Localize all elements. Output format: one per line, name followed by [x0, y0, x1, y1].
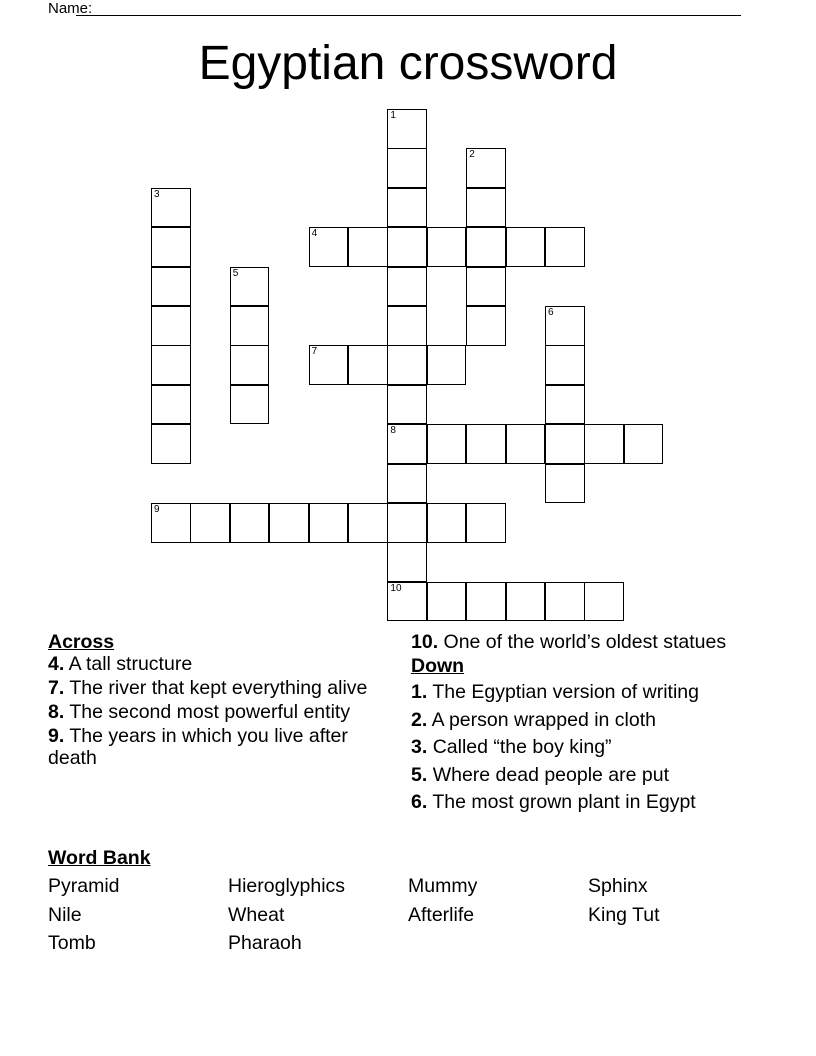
grid-cell[interactable] — [387, 503, 427, 543]
clue-text: A tall structure — [68, 653, 193, 675]
clue-number: 4. — [48, 653, 65, 675]
across-clue-8 — [48, 701, 378, 723]
grid-cell[interactable] — [387, 345, 427, 385]
clue-number: 10. — [411, 631, 439, 653]
grid-cell[interactable] — [545, 345, 585, 385]
grid-cell[interactable] — [466, 227, 506, 267]
grid-cell[interactable] — [427, 582, 467, 622]
down-clues — [411, 631, 771, 819]
grid-cell[interactable] — [151, 385, 191, 425]
grid-cell[interactable] — [427, 227, 467, 267]
down-clue-5 — [411, 764, 771, 786]
grid-cell[interactable] — [427, 345, 467, 385]
grid-cell[interactable] — [348, 503, 388, 543]
grid-cell[interactable] — [466, 267, 506, 307]
grid-cell[interactable] — [387, 109, 427, 149]
grid-cell[interactable] — [545, 227, 585, 267]
clue-number: 9. — [48, 725, 65, 747]
grid-cell[interactable] — [427, 503, 467, 543]
grid-cell[interactable] — [466, 582, 506, 622]
clue-number-label: 3 — [154, 188, 160, 200]
clue-number: 6. — [411, 791, 428, 813]
clue-number: 2. — [411, 708, 428, 731]
grid-cell[interactable] — [151, 345, 191, 385]
clue-text: The Egyptian version of writing — [432, 681, 699, 703]
grid-cell[interactable] — [387, 582, 427, 622]
grid-cell[interactable] — [151, 306, 191, 346]
grid-cell[interactable] — [506, 424, 546, 464]
down-clue-2 — [411, 709, 771, 731]
grid-cell[interactable] — [466, 188, 506, 228]
word-bank-item: Nile — [48, 904, 82, 926]
across-clue-7 — [48, 677, 378, 699]
grid-cell[interactable] — [545, 582, 585, 622]
grid-cell[interactable] — [466, 424, 506, 464]
word-bank-item: Pharaoh — [228, 932, 302, 954]
grid-cell[interactable] — [466, 503, 506, 543]
word-bank-item: Sphinx — [588, 875, 648, 897]
grid-cell[interactable] — [309, 503, 349, 543]
across-clues — [48, 631, 378, 771]
clue-text: Where dead people are put — [432, 763, 670, 786]
clue-number-label: 8 — [390, 425, 396, 437]
clue-number-label: 10 — [390, 582, 402, 594]
word-bank-item: Wheat — [228, 904, 285, 926]
grid-cell[interactable] — [506, 227, 546, 267]
word-bank-item: Pyramid — [48, 875, 120, 897]
clue-number-label: 6 — [548, 307, 554, 318]
down-heading: Down — [411, 655, 465, 677]
word-bank-item: Tomb — [48, 932, 96, 954]
grid-cell[interactable] — [387, 385, 427, 425]
grid-cell[interactable] — [309, 345, 349, 385]
grid-cell[interactable] — [545, 385, 585, 425]
page-title: Egyptian crossword — [198, 37, 618, 90]
clue-number-label: 9 — [154, 504, 160, 515]
grid-cell[interactable] — [584, 582, 624, 622]
grid-cell[interactable] — [269, 503, 309, 543]
grid-cell[interactable] — [387, 464, 427, 504]
clue-text: One of the world’s oldest statues — [443, 631, 727, 653]
grid-cell[interactable] — [230, 267, 270, 307]
word-bank-heading: Word Bank — [48, 847, 151, 869]
grid-cell[interactable] — [427, 424, 467, 464]
grid-cell[interactable] — [506, 582, 546, 622]
clue-number: 7. — [48, 677, 65, 699]
across-heading: Across — [48, 631, 115, 653]
grid-cell[interactable] — [230, 306, 270, 346]
grid-cell[interactable] — [624, 424, 664, 464]
grid-cell[interactable] — [387, 424, 427, 464]
clue-text: The river that kept everything alive — [69, 677, 368, 699]
grid-cell[interactable] — [190, 503, 230, 543]
clue-number: 8. — [48, 701, 65, 723]
grid-cell[interactable] — [466, 306, 506, 346]
clue-text: Called “the boy king” — [432, 736, 612, 758]
grid-cell[interactable] — [584, 424, 624, 464]
grid-cell[interactable] — [545, 306, 585, 346]
clue-number-label: 2 — [469, 149, 475, 161]
clue-number-label: 1 — [390, 110, 396, 121]
grid-cell[interactable] — [230, 503, 270, 543]
down-clue-6 — [411, 791, 771, 813]
down-clue-3 — [411, 736, 771, 758]
grid-cell[interactable] — [348, 227, 388, 267]
across-clue-4 — [48, 653, 378, 675]
grid-cell[interactable] — [545, 424, 585, 464]
grid-cell[interactable] — [387, 188, 427, 228]
clue-text: The most grown plant in Egypt — [432, 791, 696, 813]
clue-number-label: 7 — [311, 346, 318, 358]
clue-number-label: 4 — [311, 228, 318, 240]
grid-cell[interactable] — [387, 306, 427, 346]
clue-number: 1. — [411, 681, 428, 703]
clue-number-label: 5 — [232, 267, 239, 279]
grid-cell[interactable] — [545, 464, 585, 504]
grid-cell[interactable] — [466, 148, 506, 188]
word-bank-item: Afterlife — [408, 904, 475, 926]
across-clue-10 — [411, 631, 771, 653]
grid-cell[interactable] — [309, 227, 349, 267]
grid-cell[interactable] — [387, 148, 427, 188]
grid-cell[interactable] — [230, 385, 270, 425]
grid-cell[interactable] — [151, 503, 191, 543]
grid-cell[interactable] — [387, 227, 427, 267]
grid-cell[interactable] — [387, 267, 427, 307]
clue-text: The years in which you live after death — [48, 725, 348, 769]
grid-cell[interactable] — [151, 267, 191, 307]
grid-cell[interactable] — [151, 227, 191, 267]
clue-text: A person wrapped in cloth — [431, 708, 657, 731]
name-label: Name: — [48, 0, 93, 17]
grid-cell[interactable] — [230, 345, 270, 385]
word-bank-item: King Tut — [588, 904, 660, 926]
grid-cell[interactable] — [151, 188, 191, 228]
clue-number: 5. — [411, 763, 428, 786]
grid-cell[interactable] — [348, 345, 388, 385]
down-clue-1 — [411, 681, 771, 703]
grid-cell[interactable] — [387, 542, 427, 582]
clue-number: 3. — [411, 736, 428, 758]
word-bank-item: Mummy — [408, 875, 478, 897]
grid-cell[interactable] — [151, 424, 191, 464]
clue-text: The second most powerful entity — [69, 701, 351, 723]
across-clue-9 — [48, 725, 378, 769]
word-bank-item: Hieroglyphics — [228, 875, 346, 897]
